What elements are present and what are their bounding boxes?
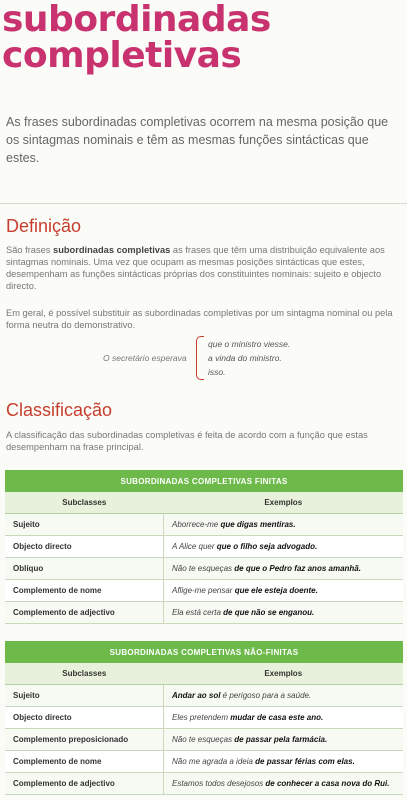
title-line-1: subordinadas — [2, 0, 271, 40]
example-clause: que o filho seja advogado. — [216, 542, 318, 551]
table-row — [5, 602, 403, 624]
row-label: Complemento de adjectivo — [5, 773, 164, 795]
table-row — [5, 536, 403, 558]
table-title: SUBORDINADAS COMPLETIVAS FINITAS — [5, 470, 403, 492]
row-label: Objecto directo — [5, 536, 164, 558]
table-row — [5, 751, 403, 773]
row-label: Complemento preposicionado — [5, 729, 164, 751]
definicao-paragraph-1 — [6, 244, 402, 292]
table-row — [5, 685, 403, 707]
example-text: Estamos todos desejosos — [172, 779, 266, 788]
table-row — [5, 707, 403, 729]
example-text: A Alice quer — [172, 542, 217, 551]
table-row — [5, 558, 403, 580]
brace-icon — [196, 336, 204, 380]
heading-definicao: Definição — [6, 216, 82, 236]
example-option: a vinda do ministro. — [208, 353, 282, 363]
row-label: Objecto directo — [5, 707, 164, 729]
example-lead: O secretário esperava — [103, 353, 187, 363]
row-example — [164, 536, 404, 558]
intro-text: As frases subordinadas completivas ocorrem na mesma posição que os sintagmas nominais e têm as mesmas funções sintácticas que estes. — [6, 115, 389, 165]
row-label: Complemento de adjectivo — [5, 602, 164, 624]
example-clause: Andar ao sol — [172, 691, 221, 700]
example-clause: de que o Pedro faz anos amanhã. — [234, 564, 361, 573]
row-label: Sujeito — [5, 685, 164, 707]
row-label: Complemento de nome — [5, 751, 164, 773]
column-header: Exemplos — [164, 492, 404, 514]
table-finitas — [5, 470, 403, 624]
example-block — [0, 336, 407, 382]
def-text-a: São frases — [6, 245, 54, 255]
example-text: é perigoso para a saúde. — [220, 691, 312, 700]
example-option: isso. — [208, 367, 226, 377]
row-label: Complemento de nome — [5, 580, 164, 602]
row-example — [164, 602, 404, 624]
example-clause: que digas mentiras. — [220, 520, 296, 529]
column-header: Subclasses — [5, 663, 164, 685]
definicao-paragraph-2: Em geral, é possível substituir as subordinadas completivas por um sintagma nominal ou pela forma neutra do demonstrativo. — [6, 308, 393, 330]
example-text: Aflige-me pensar — [172, 586, 235, 595]
row-example — [164, 729, 404, 751]
example-text: Ela está certa — [172, 608, 224, 617]
example-clause: de passar férias com elas. — [255, 757, 355, 766]
column-header: Exemplos — [164, 663, 404, 685]
table-row — [5, 514, 403, 536]
table-nao-finitas — [5, 641, 403, 795]
example-text: Não me agrada a ideia — [172, 757, 256, 766]
column-header: Subclasses — [5, 492, 164, 514]
table-row — [5, 580, 403, 602]
table-row — [5, 729, 403, 751]
row-example — [164, 514, 404, 536]
example-clause: de que não se enganou. — [223, 608, 315, 617]
table-row — [5, 773, 403, 795]
example-text: Eles pretendem — [172, 713, 231, 722]
def-text-bold: subordinadas completivas — [53, 245, 171, 255]
row-example — [164, 685, 404, 707]
page-title — [2, 2, 402, 74]
row-example — [164, 751, 404, 773]
heading-classificacao: Classificação — [6, 400, 113, 420]
row-example — [164, 707, 404, 729]
example-clause: que ele esteja doente. — [234, 586, 318, 595]
example-clause: mudar de casa este ano. — [230, 713, 324, 722]
classificacao-paragraph: A classificação das subordinadas completivas é feita de acordo com a função que estas desempenham na frase principal. — [6, 430, 368, 452]
table-title: SUBORDINADAS COMPLETIVAS NÃO-FINITAS — [5, 641, 403, 663]
row-example — [164, 773, 404, 795]
example-text: Aborrece-me — [172, 520, 221, 529]
row-label: Oblíquo — [5, 558, 164, 580]
row-label: Sujeito — [5, 514, 164, 536]
row-example — [164, 580, 404, 602]
example-text: Não te esqueças — [172, 735, 235, 744]
example-clause: de conhecer a casa nova do Rui. — [265, 779, 390, 788]
example-text: Não te esqueças — [172, 564, 235, 573]
example-option: que o ministro viesse. — [208, 339, 291, 349]
def-text-c: as frases que têm uma distribuição equivalente aos sintagmas nominais. Uma vez que ocupam as mesmas posições sintácticas que estes, desempenham as funções sintácticas próprias dos constituintes nominais: sujeito e objecto directo. — [6, 245, 385, 291]
divider — [0, 203, 407, 204]
title-line-2: completivas — [2, 35, 242, 76]
row-example — [164, 558, 404, 580]
example-clause: de passar pela farmácia. — [234, 735, 328, 744]
